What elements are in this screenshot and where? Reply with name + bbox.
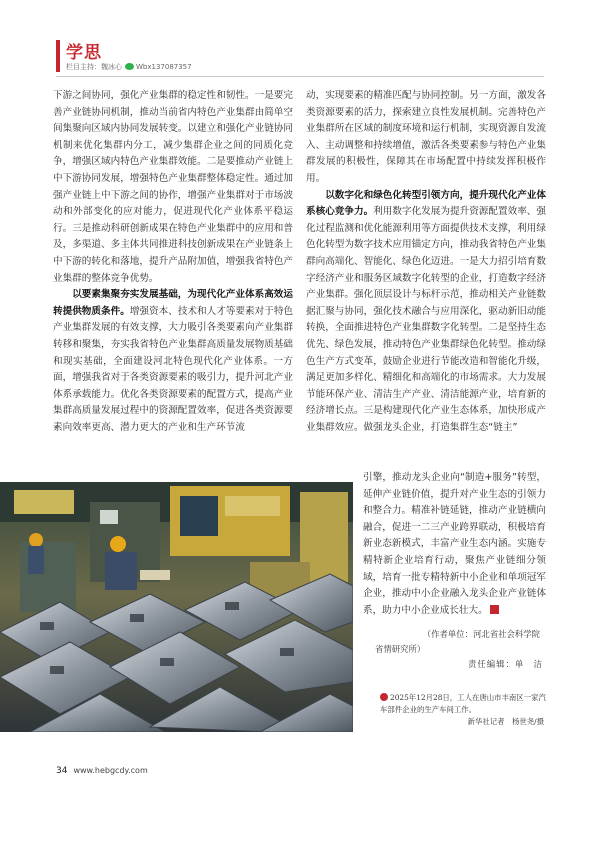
wechat-icon [125, 63, 134, 70]
page-footer [56, 766, 148, 776]
author-affiliation [363, 627, 546, 657]
paragraph-body: 利用数字化发展为提升资源配置效率、强化过程监测和优化能源利用等方面提供技术支撑，利用绿色化转型为数字技术应用锚定方向，推动我省特色产业集群向高端化、智能化、绿色化迈进。一是大力招引培育数字经济产业和服务区域数字化转型的企业，打造数字经济产业集群。强化顶层设计与标杆示范，推动相关产业链数据汇聚与协同，强化技术融合与应用深化，驱动新旧动能转换，全面推进特色产业集群数字化转型。二是坚持生态优先、绿色发展，推动特色产业集群绿色化转型。推动绿色生产方式变革，鼓励企业进行节能改造和智能化升级，满足更加多样化、精细化和高端化的市场需求。大力发展节能环保产业、清洁生产产业、清洁能源产业，培育新的经济增长点。三是构建现代化产业生态体系，加快形成产业集群效应。做强龙头企业，打造集群生态“链主” [306, 206, 547, 433]
factory-workshop-image [0, 482, 353, 732]
article-left-column [53, 88, 293, 436]
end-mark-icon [490, 605, 499, 614]
camera-icon [380, 693, 388, 701]
section-title: 学思 [66, 43, 102, 63]
paragraph [363, 470, 546, 619]
paragraph [53, 287, 293, 436]
paragraph-body: 引擎，推动龙头企业向“制造+服务”转型，延伸产业链价值，提升对产业生态的引领力和整合力。精准补链延链，推动产业链横向融合，促进一二三产业跨界联动，积极培育新业态新模式，丰富产业生态内涵。实施专精特新企业培育行动，聚焦产业链细分领域，培育一批专精特新中小企业和单项冠军企业，推动中小企业融入龙头企业产业链体系，助力中小企业成长壮大。 [363, 472, 546, 616]
responsible-editor [363, 658, 543, 670]
planner-name: 魏冰心 [101, 63, 122, 71]
editor-name: 单 洁 [514, 659, 543, 669]
header-divider [56, 76, 544, 77]
paragraph-heading: 以数字化和绿色化转型引领方向，提升现代化产业体系核心竞争力。 [306, 189, 546, 218]
article-wrap-column [363, 470, 546, 619]
section-accent-bar [56, 40, 60, 72]
paragraph-body: 增强资本、技术和人才等要素对于特色产业集群发展的有效支撑，大力吸引各类要素向产业集群转移和聚集，夯实我省特色产业集群高质量发展物质基础和现实基础，全面建设河北特色现代化产业体系。一方面，增强我省对于各类资源要素的吸引力，提升河北产业体系承载能力。优化各类资源要素的配置方式，提高产业集群高质量发展过程中的资源配置效率，促进各类资源要素向效率更高、潜力更大的产业和生产环节流 [53, 305, 294, 433]
photo-caption [380, 692, 548, 728]
column-planner [66, 62, 192, 72]
paragraph-heading: 以要素集聚夯实发展基础，为现代化产业体系高效运转提供物质条件。 [53, 289, 293, 317]
caption-text [380, 692, 548, 716]
website-link[interactable]: www.hebgcdy.com [73, 766, 148, 775]
paragraph: 下游之间协同，强化产业集群的稳定性和韧性。一是要完善产业链协同机制，推动当前省内特色产业集群由简单空间集聚向区域内协同发展转变。以建立和强化产业链协同机制来优化集群内分工，减少集群企业之间的同质化竞争，增强区域内特色产业集群效能。二是要推动产业链上中下游协同发展，增强特色产业集群整体稳定性。通过加强产业链上中下游之间的协作，增强产业集群对于市场波动和外部变化的应对能力，促进现代化产业体系平稳运行。三是推动科研创新成果在特色产业集群中的应用和普及，多渠道、多主体共同推进科技创新成果在产业链条上中下游的转化和落地，提升产品附加值，增强我省特色产业集群的整体竞争优势。 [53, 90, 293, 284]
editor-label: 责任编辑： [468, 659, 515, 669]
author-line: 省情研究所） [375, 644, 426, 654]
factory-photo [0, 482, 353, 732]
author-line: （作者单位：河北省社会科学院 [422, 629, 540, 639]
caption-body: 2025年12月28日，工人在唐山市丰南区一家汽车部件企业的生产车间工作。 [380, 693, 546, 714]
planner-label: 栏目主持： [66, 63, 101, 71]
page-number: 34 [56, 766, 68, 776]
photo-credit: 新华社记者 杨世尧/摄 [467, 717, 544, 726]
paragraph: 动，实现要素的精准匹配与协同控制。另一方面，激发各类资源要素的活力，探索建立良性发展机制。完善特色产业集群所在区域的制度环境和运行机制，实现资源自发流入、主动调整和持续增值，激活各类要素参与特色产业集群发展的积极性，保障其在市场配置中持续发挥积极作用。 [306, 90, 546, 184]
article-right-column [306, 88, 546, 436]
page-header [56, 38, 556, 76]
wechat-id: Wbx137087357 [136, 63, 192, 71]
paragraph [306, 188, 546, 437]
